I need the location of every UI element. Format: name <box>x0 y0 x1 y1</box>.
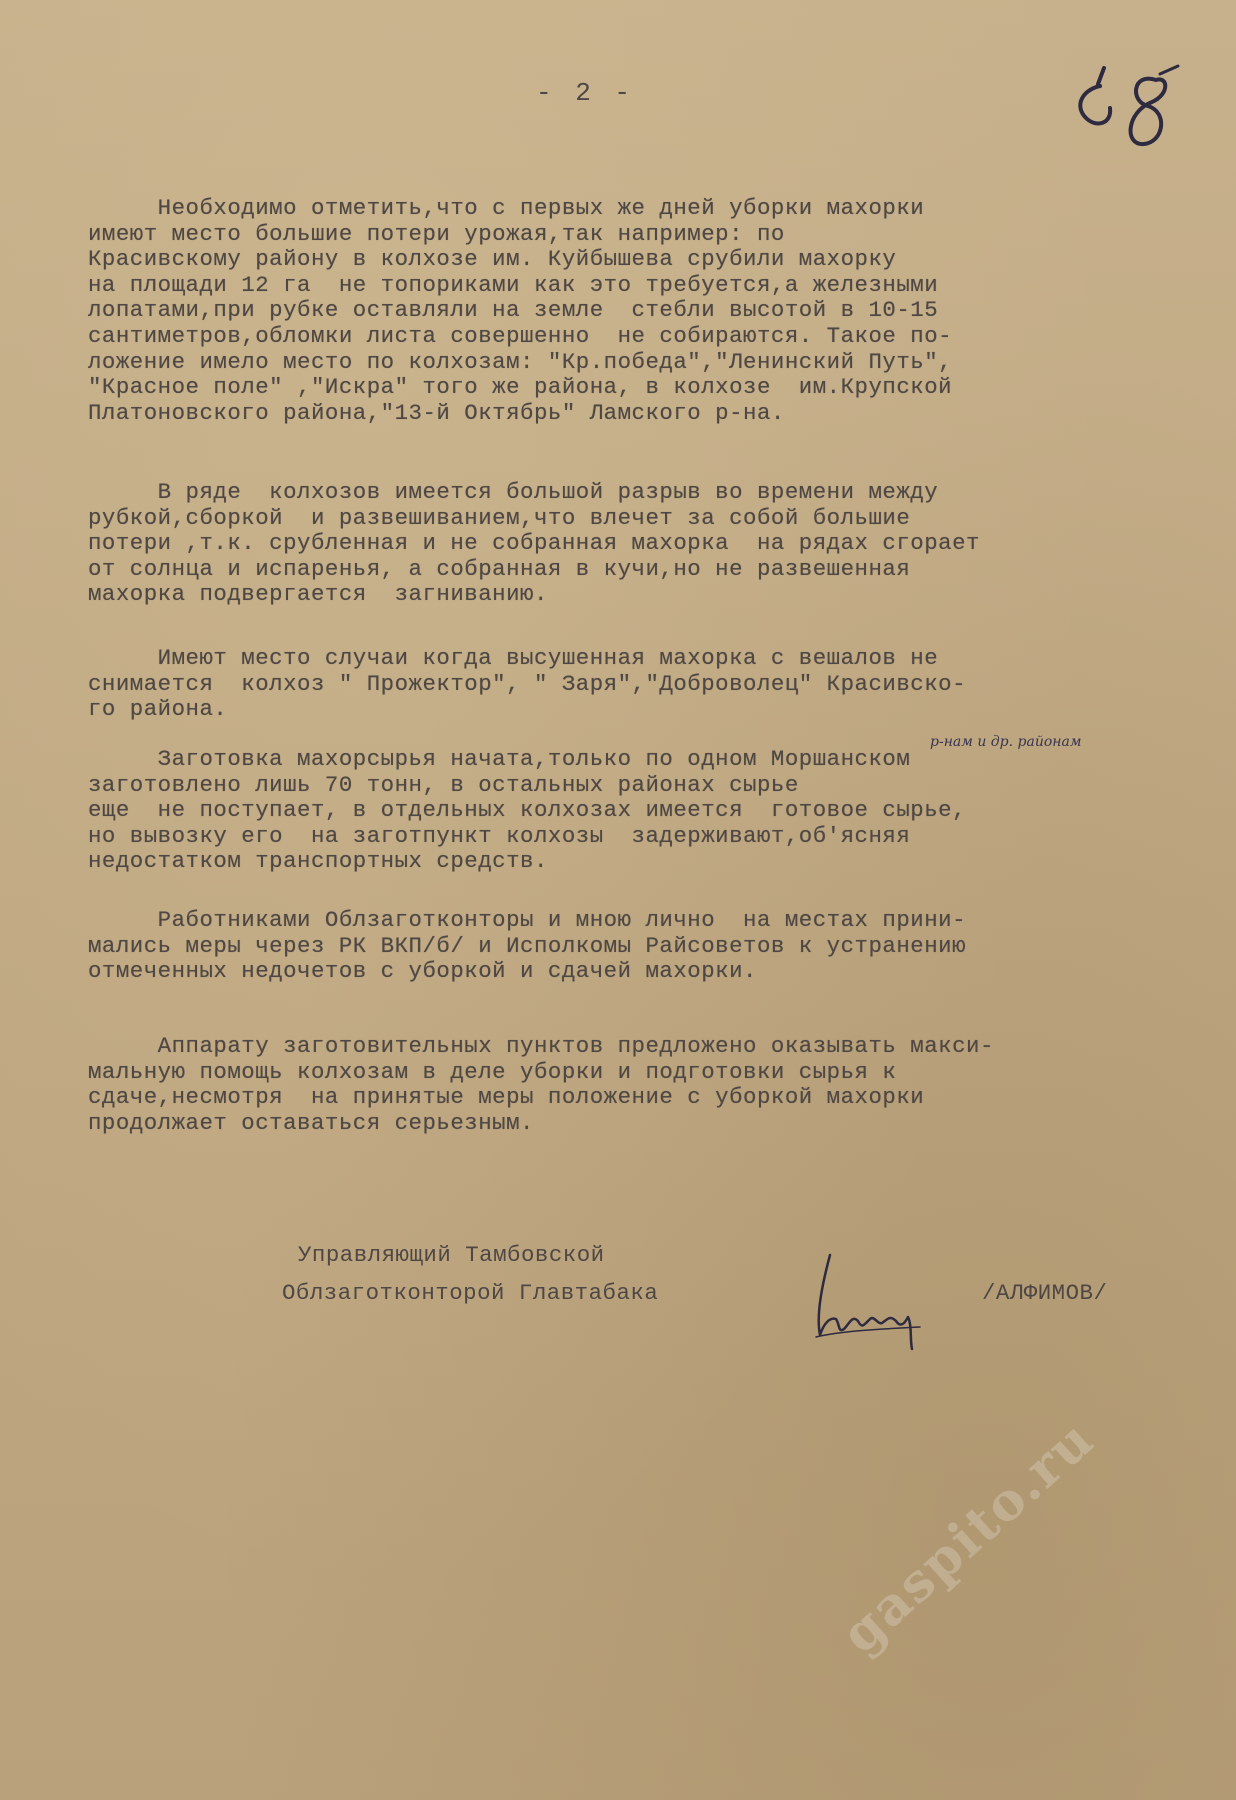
page-number: - 2 - <box>536 78 635 108</box>
paragraph-gap-in-time: В ряде колхозов имеется большой разрыв во времени между рубкой,сборкой и развешиванием,что влечет за собой большие потери ,т.к. срубленная и не собранная махорка на рядах сгорает от солнца и испаренья, а собранная в кучи,но не развешенная махорка подвергается загниванию. <box>88 479 980 608</box>
signatory-title-line-2: Облзаготконторой Главтабака <box>282 1280 659 1306</box>
signatory-name: /АЛФИМОВ/ <box>982 1280 1108 1306</box>
handwritten-insertion <box>924 728 1214 788</box>
paragraph-measures: Работниками Облзаготконторы и мною лично на местах прини- мались меры через РК ВКП/б/ и Исполкомы Райсоветов к устранению отмеченных недочетов с уборкой и сдачей махорки. <box>88 907 967 985</box>
handwritten-signature <box>800 1245 950 1355</box>
signatory-title-line-1: Управляющий Тамбовской <box>298 1242 605 1268</box>
archive-watermark: gaspito.ru <box>830 1408 1107 1666</box>
folio-number-handwritten <box>1060 58 1190 158</box>
handwritten-insertion-text: р-нам и др. районам <box>930 734 1082 750</box>
paragraph-dried-tobacco: Имеют место случаи когда высушенная махорка с вешалов не снимается колхоз " Прожектор", " Заря","Доброволец" Красивско- го района. <box>88 645 967 723</box>
paragraph-procurement: Заготовка махорсырья начата,только по одном Моршанском заготовлено лишь 70 тонн, в остальных районах сырье еще не поступает, в отдельных колхозах имеется готовое сырье, но вывозку его на заготпункт колхозы задерживают,об'ясняя недостатком транспортных средств. <box>88 746 967 875</box>
paragraph-assistance: Аппарату заготовительных пунктов предложено оказывать макси- мальную помощь колхозам в деле уборки и подготовки сырья к сдаче,несмотря на принятые меры положение с уборкой махорки продолжает оставаться серьезным. <box>88 1033 994 1136</box>
paragraph-losses: Необходимо отметить,что с первых же дней уборки махорки имеют место большие потери урожая,так например: по Красивскому району в колхозе им. Куйбышева срубили махорку на площади 12 га не топориками как это требуется,а железными лопатами,при рубке оставляли на земле стебли высотой в 10-15 сантиметров,обломки листа совершенно не собираются. Такое по- ложение имело место по колхозам: "Кр.победа","Ленинский Путь", "Красное поле" ,"Искра" того же района, в колхозе им.Крупской Платоновского района,"13-й Октябрь" Ламского р-на. <box>88 195 953 426</box>
